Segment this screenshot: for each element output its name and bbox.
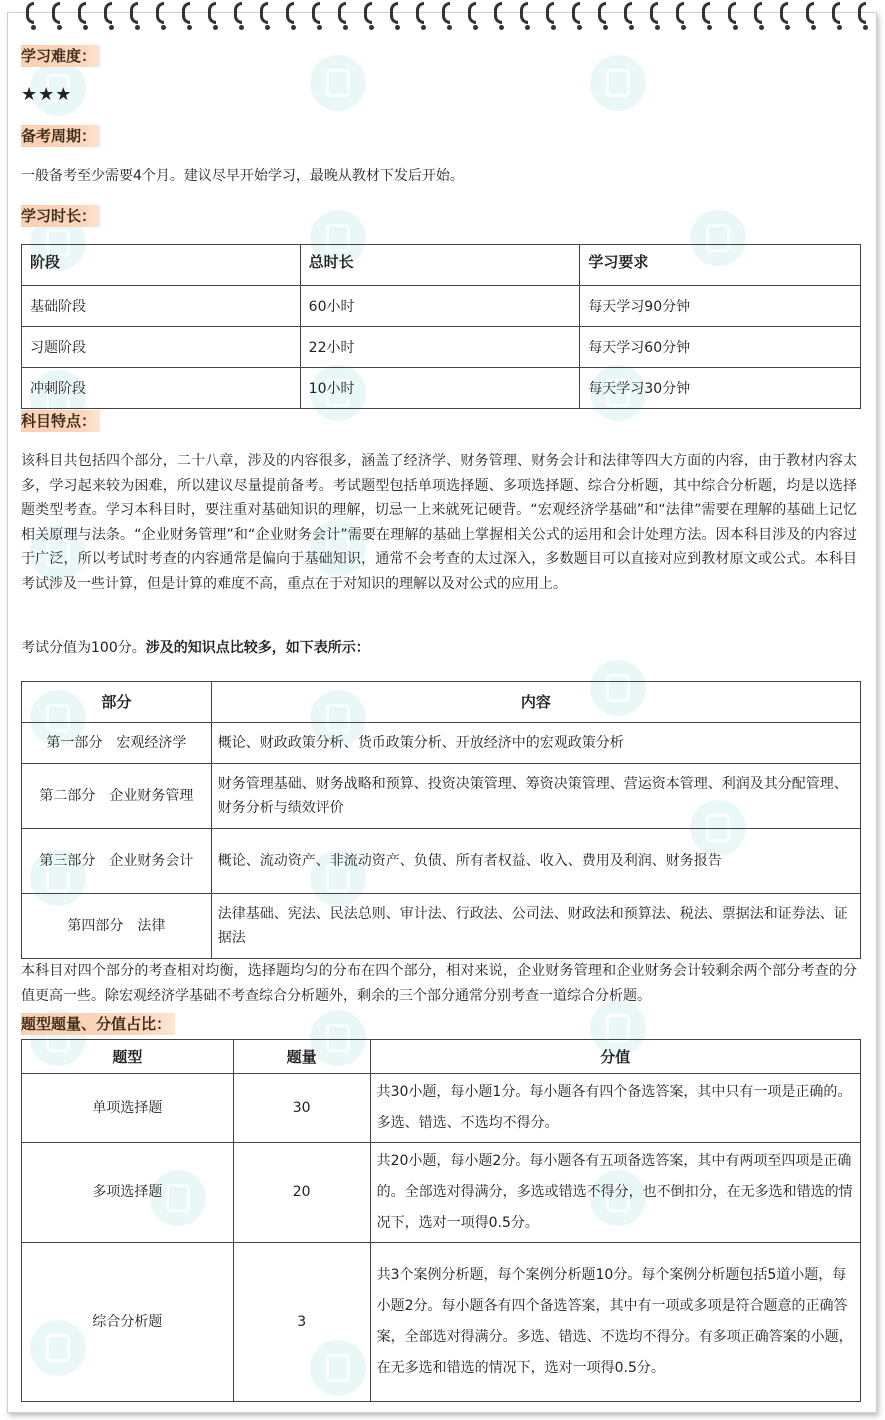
binding-ring <box>416 2 424 24</box>
binding-ring <box>364 2 372 24</box>
binding-ring <box>208 2 216 24</box>
watermark-logo-icon <box>310 55 366 111</box>
period-text: 一般备考至少需要4个月。建议尽早开始学习，最晚从教材下发后开始。 <box>21 168 464 184</box>
binding-ring <box>546 2 554 24</box>
difficulty-stars: ★★★ <box>21 84 73 105</box>
table-header-row <box>22 682 861 723</box>
question-types-heading: 题型题量、分值占比： <box>21 1013 175 1035</box>
table-row <box>22 1143 861 1243</box>
question-types-table <box>21 1039 861 1402</box>
binding-ring <box>338 2 346 24</box>
binding-ring <box>572 2 580 24</box>
duration-table <box>21 244 861 409</box>
binding-ring <box>702 2 710 24</box>
difficulty-heading: 学习难度： <box>21 45 100 67</box>
table-cell: 冲刺阶段 <box>22 368 301 409</box>
binding-ring <box>494 2 502 24</box>
table-cell: 每天学习30分钟 <box>580 368 861 409</box>
table-cell: 20 <box>233 1143 370 1243</box>
binding-ring <box>728 2 736 24</box>
binding-ring <box>130 2 138 24</box>
binding-ring <box>598 2 606 24</box>
binding-ring <box>806 2 814 24</box>
spiral-binding <box>0 0 885 36</box>
table-row <box>22 723 861 764</box>
table-cell: 概论、流动资产、非流动资产、负债、所有者权益、收入、费用及利润、财务报告 <box>211 829 860 894</box>
table-cell: 第三部分 企业财务会计 <box>22 829 212 894</box>
table-header-cell: 学习要求 <box>580 245 861 286</box>
table-cell: 习题阶段 <box>22 327 301 368</box>
table-row <box>22 1074 861 1143</box>
binding-ring <box>390 2 398 24</box>
binding-ring <box>182 2 190 24</box>
table-cell: 法律基础、宪法、民法总则、审计法、行政法、公司法、财政法和预算法、税法、票据法和证券法、证据法 <box>211 894 860 959</box>
table-cell: 共20小题，每小题2分。每小题各有五项备选答案，其中有两项至四项是正确的。全部选对得满分，多选或错选不得分，也不倒扣分，在无多选和错选的情况下，选对一项得0.5分。 <box>370 1143 860 1243</box>
table-cell: 基础阶段 <box>22 286 301 327</box>
table-cell: 共30小题，每小题1分。每小题各有四个备选答案，其中只有一项是正确的。多选、错选、不选均不得分。 <box>370 1074 860 1143</box>
table-cell: 概论、财政政策分析、货币政策分析、开放经济中的宏观政策分析 <box>211 723 860 764</box>
table-cell: 单项选择题 <box>22 1074 234 1143</box>
duration-heading: 学习时长： <box>21 205 100 227</box>
binding-ring <box>260 2 268 24</box>
table-header-cell: 分值 <box>370 1040 860 1074</box>
binding-ring <box>78 2 86 24</box>
score-text <box>21 636 857 661</box>
table-row <box>22 368 861 409</box>
table-cell: 60小时 <box>300 286 580 327</box>
binding-ring <box>858 2 866 24</box>
binding-ring <box>312 2 320 24</box>
binding-ring <box>52 2 60 24</box>
period-heading: 备考周期： <box>21 125 100 147</box>
table-header-cell: 题量 <box>233 1040 370 1074</box>
table-header-cell: 阶段 <box>22 245 301 286</box>
binding-ring <box>468 2 476 24</box>
table-cell: 10小时 <box>300 368 580 409</box>
table-cell: 共3个案例分析题，每个案例分析题10分。每个案例分析题包括5道小题，每小题2分。每小题各有四个备选答案，其中有一项或多项是符合题意的正确答案，全部选对得满分。多选、错选、不选均不得分。有多项正确答案的小题，在无多选和错选的情况下，选对一项得0.5分。 <box>370 1243 860 1402</box>
table-cell: 财务管理基础、财务战略和预算、投资决策管理、筹资决策管理、营运资本管理、利润及其分配管理、财务分析与绩效评价 <box>211 764 860 829</box>
binding-ring <box>104 2 112 24</box>
parts-table <box>21 681 861 959</box>
binding-ring <box>286 2 294 24</box>
table-row <box>22 286 861 327</box>
table-cell: 第四部分 法律 <box>22 894 212 959</box>
table-header-cell: 部分 <box>22 682 212 723</box>
table-cell: 综合分析题 <box>22 1243 234 1402</box>
table-cell: 30 <box>233 1074 370 1143</box>
table-cell: 每天学习90分钟 <box>580 286 861 327</box>
table-row <box>22 1243 861 1402</box>
binding-ring <box>624 2 632 24</box>
watermark-logo-icon <box>590 55 646 111</box>
table-row <box>22 829 861 894</box>
table-header-row <box>22 1040 861 1074</box>
score-total-text: 考试分值为100分。 <box>21 640 146 656</box>
table-row <box>22 327 861 368</box>
binding-ring <box>442 2 450 24</box>
table-cell: 每天学习60分钟 <box>580 327 861 368</box>
table-header-row <box>22 245 861 286</box>
table-cell: 第一部分 宏观经济学 <box>22 723 212 764</box>
binding-ring <box>156 2 164 24</box>
binding-ring <box>26 2 34 24</box>
binding-ring <box>234 2 242 24</box>
binding-ring <box>832 2 840 24</box>
table-cell: 3 <box>233 1243 370 1402</box>
table-cell: 多项选择题 <box>22 1143 234 1243</box>
table-row <box>22 894 861 959</box>
table-header-cell: 总时长 <box>300 245 580 286</box>
features-text: 该科目共包括四个部分，二十八章，涉及的内容很多，涵盖了经济学、财务管理、财务会计和法律等四大方面的内容，由于教材内容太多，学习起来较为困难，所以建议尽量提前备考。考试题型包括单项选择题、多项选择题、综合分析题，其中综合分析题，均是以选择题类型考查。学习本科目时，要注重对基础知识的理解，切忌一上来就死记硬背。“宏观经济学基础”和“法律”需要在理解的基础上记忆相关原理与法条。“企业财务管理”和“企业财务会计”需要在理解的基础上掌握相关公式的运用和会计处理方法。因本科目涉及的内容过于广泛，所以考试时考查的内容通常是偏向于基础知识，通常不会考查的太过深入，多数题目可以直接对应到教材原文或公式。本科目考试涉及一些计算，但是计算的难度不高，重点在于对知识的理解以及对公式的应用上。 <box>21 453 857 592</box>
table-row <box>22 764 861 829</box>
table-cell: 22小时 <box>300 327 580 368</box>
score-emphasis-text: 涉及的知识点比较多，如下表所示： <box>145 640 370 656</box>
binding-ring <box>780 2 788 24</box>
binding-ring <box>676 2 684 24</box>
table-header-cell: 内容 <box>211 682 860 723</box>
table-header-cell: 题型 <box>22 1040 234 1074</box>
table-cell: 第二部分 企业财务管理 <box>22 764 212 829</box>
binding-ring <box>650 2 658 24</box>
features-heading: 科目特点： <box>21 410 100 432</box>
binding-ring <box>754 2 762 24</box>
balance-text: 本科目对四个部分的考查相对均衡，选择题均匀的分布在四个部分，相对来说，企业财务管理和企业财务会计较剩余两个部分考查的分值更高一些。除宏观经济学基础不考查综合分析题外，剩余的三个部分通常分别考查一道综合分析题。 <box>21 963 857 1004</box>
binding-ring <box>520 2 528 24</box>
